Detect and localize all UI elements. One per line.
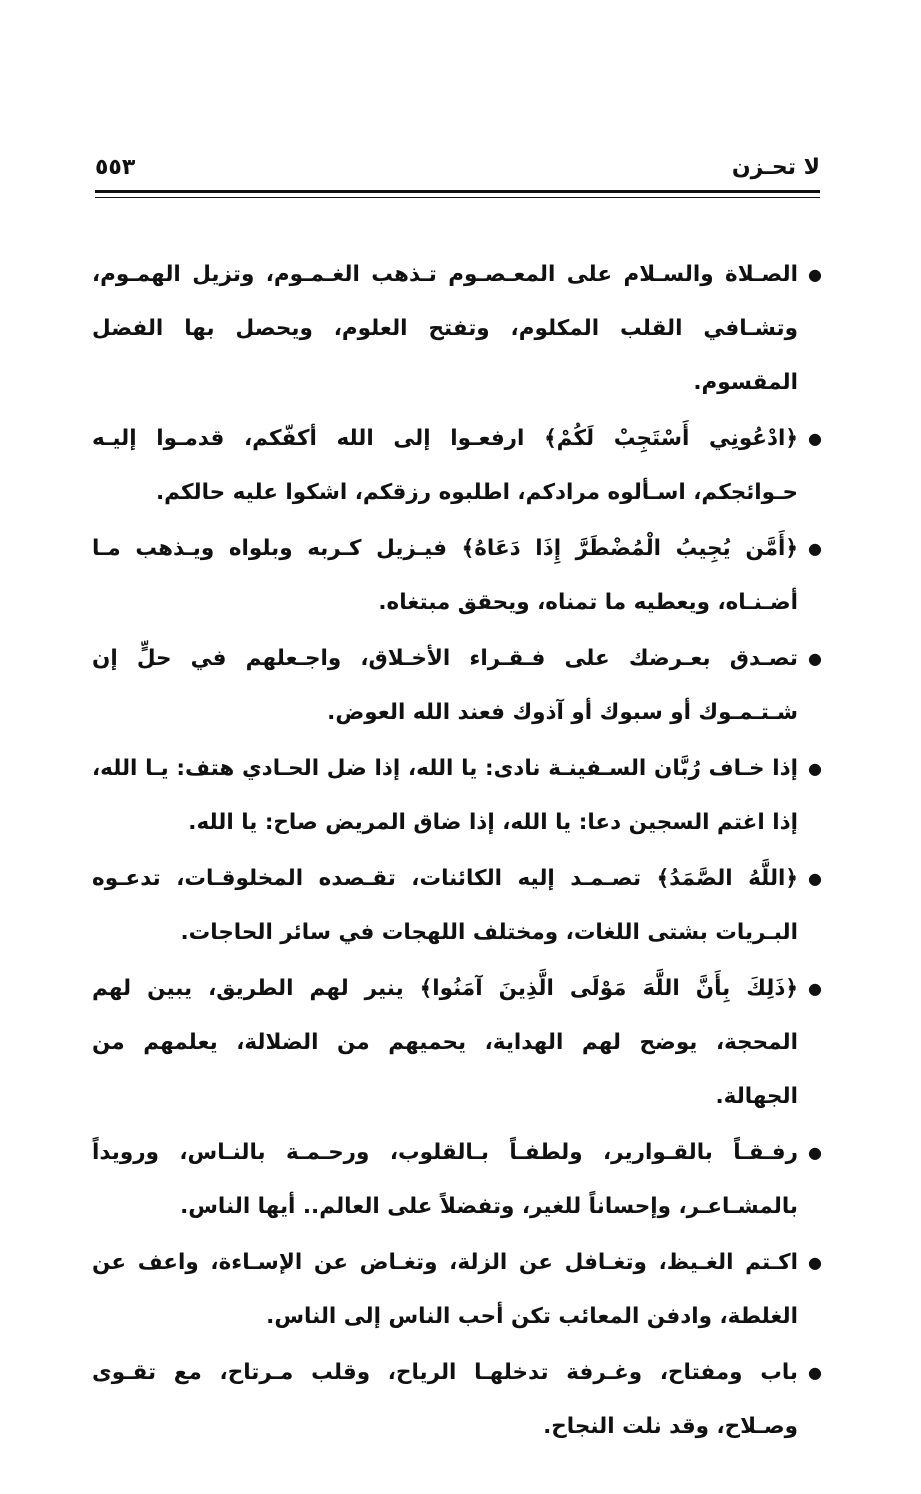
- list-item: [92, 962, 822, 1124]
- header-rule-thick: [95, 190, 820, 193]
- item-text: ﴿ذَلِكَ بِأَنَّ اللَّهَ مَوْلَى الَّذِينَ آمَنُوا﴾ ينير لهم الطريق، يبين لهم المحجة، يوضح لهم الهداية، يحميهم من الضلالة، يعلمهم من الجهالة.: [92, 976, 798, 1109]
- bullet-icon: ●: [808, 1363, 822, 1382]
- page-header: [95, 150, 820, 190]
- list-item: [92, 1346, 822, 1454]
- list-item: [92, 1126, 822, 1234]
- item-text: اكـتم الغـيظ، وتغـافل عن الزلة، وتغـاض عن الإسـاءة، واعف عن الغلطة، وادفن المعائب تكن أحب الناس إلى الناس.: [92, 1250, 798, 1329]
- bullet-icon: ●: [808, 539, 822, 558]
- list-item: [92, 852, 822, 960]
- list-item: [92, 522, 822, 630]
- page-number: ٥٥٣: [95, 155, 136, 180]
- bullet-icon: ●: [808, 869, 822, 888]
- list-item: [92, 742, 822, 850]
- bullet-icon: ●: [808, 1253, 822, 1272]
- page-body: [92, 248, 822, 1456]
- header-rule-thin: [95, 197, 820, 198]
- item-text: ﴿اللَّهُ الصَّمَدُ﴾ تصـمـد إليه الكائنات، تقـصده المخلوقـات، تدعـوه البـريات بشتى اللغات، ومختلف اللهجات في سائر الحاجات.: [92, 866, 798, 945]
- bullet-icon: ●: [808, 649, 822, 668]
- item-text: باب ومفتاح، وغـرفة تدخلهـا الرياح، وقلب مـرتاح، مع تقـوى وصـلاح، وقد نلت النجاح.: [92, 1360, 798, 1439]
- bullet-icon: ●: [808, 265, 822, 284]
- bullet-icon: ●: [808, 1143, 822, 1162]
- item-text: تصـدق بعـرضك على فـقـراء الأخـلاق، واجـعلهم في حلٍّ إن شـتـمـوك أو سبوك أو آذوك فعند الله العوض.: [92, 646, 798, 725]
- bullet-icon: ●: [808, 429, 822, 448]
- list-item: [92, 632, 822, 740]
- item-text: رفـقـاً بالقـوارير، ولطفـاً بـالقلوب، ورحـمـة بالنـاس، ورويداً بالمشـاعـر، وإحساناً للغير، وتفضلاً على العالم.. أيها الناس.: [92, 1140, 798, 1219]
- list-item: [92, 248, 822, 410]
- item-text: إذا خـاف رُبَّان السـفينـة نادى: يا الله، إذا ضل الحـادي هتف: يـا الله، إذا اغتم السجين دعا: يا الله، إذا ضاق المريض صاح: يا الله.: [92, 756, 798, 835]
- bullet-icon: ●: [808, 759, 822, 778]
- item-text: الصـلاة والسـلام على المعـصـوم تـذهب الغـمـوم، وتزيل الهمـوم، وتشـافي القلب المكلوم، وتفتح العلوم، ويحصل بها الفضل المقسوم.: [92, 262, 798, 395]
- item-text: ﴿ادْعُونِي أَسْتَجِبْ لَكُمْ﴾ ارفعـوا إلى الله أكفّكم، قدمـوا إليـه حـوائجكم، اسـألوه مرادكم، اطلبوه رزقكم، اشكوا عليه حالكم.: [92, 426, 798, 505]
- item-text: ﴿أَمَّن يُجِيبُ الْمُضْطَرَّ إِذَا دَعَاهُ﴾ فيـزيل كـربه وبلواه ويـذهب مـا أضـنـاه، ويعطيه ما تمناه، ويحقق مبتغاه.: [92, 536, 798, 615]
- book-title: لا تحـزن: [731, 155, 820, 180]
- list-item: [92, 1236, 822, 1344]
- bullet-icon: ●: [808, 979, 822, 998]
- list-item: [92, 412, 822, 520]
